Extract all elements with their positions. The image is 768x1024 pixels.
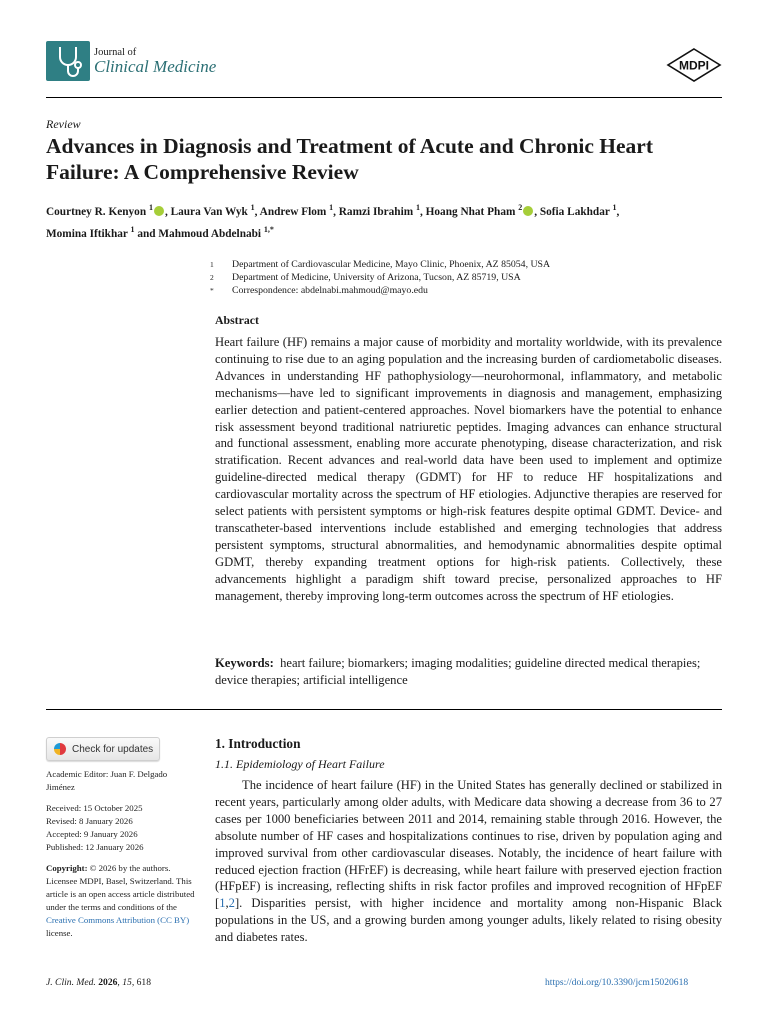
stethoscope-icon: [46, 41, 90, 81]
affiliation-mark: *: [210, 286, 214, 295]
affiliations: [210, 258, 550, 297]
subsection-heading: 1.1. Epidemiology of Heart Failure: [215, 757, 385, 771]
journal-logo: [46, 41, 90, 81]
date-revised: Revised: 8 January 2026: [46, 816, 133, 826]
check-updates-icon: [54, 743, 66, 755]
footer-volume: 15: [122, 977, 132, 988]
affil-sup: 1: [250, 203, 255, 212]
citation-link-1[interactable]: 1: [219, 896, 226, 911]
keywords: [215, 655, 722, 689]
affiliation-mark: 2: [210, 273, 214, 282]
orcid-icon[interactable]: [523, 206, 533, 216]
date-accepted: Accepted: 9 January 2026: [46, 829, 138, 839]
intro-text-b: ]. Disparities persist, with higher incidence and mortality among non-Hispanic Black populations in the US, and a growing burden among younger adults, likely related to rising obesity and diabetes rates.: [215, 896, 722, 945]
correspondence-email[interactable]: Correspondence: abdelnabi.mahmoud@mayo.edu: [232, 285, 428, 296]
author-kenyon[interactable]: Courtney R. Kenyon: [46, 205, 149, 218]
footer-citation: J. Clin. Med. 2026, 15, 618: [46, 977, 151, 988]
author-flom[interactable]: , Andrew Flom: [254, 205, 330, 218]
date-received: Received: 15 October 2025: [46, 803, 143, 813]
orcid-icon[interactable]: [154, 206, 164, 216]
citation-link-2[interactable]: 2: [228, 896, 235, 911]
footer-year: 2026: [98, 977, 118, 988]
affil-sup: 1,*: [263, 224, 274, 234]
author-list: Courtney R. Kenyon $^1$ , Laura Van Wyk $^1$, Andrew Flom $^1$, Ramzi Ibrahim $^1$, Hoang Nhat Pham $^2$ , Sofia Lakhdar $^1$, Momina Iftikhar $^1$ and Mahmoud Abdelnabi $^{1,*}$: [46, 203, 620, 240]
journal-name: Clinical Medicine: [94, 57, 217, 76]
license-suffix: license.: [46, 928, 73, 938]
abstract-text: Heart failure (HF) remains a major cause of morbidity and mortality worldwide, with its prevalence continuing to rise due to an aging population and the increasing burden of cardiometabolic diseases. Advances in understanding HF pathophysiology—neurohormonal, inflammatory, and metabolic mechanisms—have led to significant improvements in diagnosis and management, emphasizing earlier detection and patient-centered approaches. Novel biomarkers have the potential to enhance risk assessment beyond traditional natriuretic peptides. Imaging advances can enhance structural and functional assessment, enabling more accurate phenotyping, disease characterization, and risk stratification. Recent advances and real-world data have been used to implement and optimize guideline-directed medical therapy (GDMT) for HF to reduce HF hospitalizations and cardiovascular mortality across the spectrum of HF etiologies. Adjunctive therapies are reserved for select patients with persistent symptoms or high-risk features despite optimal GDMT. Device- and transcatheter-based interventions include established and emerging technologies that address persistent symptoms, structural abnormalities, and hemodynamic abnormalities despite optimal GDMT, thereby expanding treatment options for high-risk patients. Collectively, these advancements highlight a paradigm shift toward precise, personalized approaches to HF management, thereby improving long-term outcomes across the spectrum of HF etiologies.: [215, 335, 722, 603]
intro-text-a: The incidence of heart failure (HF) in the United States has generally declined or stabilized in recent years, particularly among older adults, with Medicare data showing a decrease from 36 to 27 cases per 1000 beneficiaries between 2011 and 2014, remaining stable through 2016. However, the absolute number of HF cases and hospitalizations continues to rise, driven by population aging and improved survival from other cardiovascular diseases. Notably, the incidence of heart failure with reduced ejection fraction (HFrEF) is decreasing, while heart failure with preserved ejection fraction (HFpEF) is increasing, reflecting shifts in risk factor profiles and improved recognition of HFpEF [: [215, 778, 722, 911]
author-iftikhar[interactable]: Momina Iftikhar: [46, 227, 131, 240]
footer-journal: J. Clin. Med.: [46, 977, 96, 988]
check-for-updates-label: Check for updates: [72, 743, 154, 755]
keywords-text: heart failure; biomarkers; imaging modalities; guideline directed medical therapies; device therapies; artificial intelligence: [215, 656, 701, 687]
affiliation-item: [210, 271, 550, 284]
article-type: Review: [46, 117, 81, 131]
affil-sup: 1: [329, 203, 334, 212]
affiliation-item: [210, 258, 550, 271]
affil-sup: 1: [148, 203, 153, 212]
doi-link[interactable]: https://doi.org/10.3390/jcm15020618: [545, 977, 689, 988]
license-link[interactable]: Creative Commons Attribution (CC BY): [46, 915, 190, 925]
keywords-label: Keywords:: [215, 656, 274, 670]
author-van-wyk[interactable]: , Laura Van Wyk: [164, 205, 251, 218]
copyright-label: Copyright:: [46, 863, 88, 873]
affiliation-item: [210, 284, 550, 297]
academic-editor: Academic Editor: Juan F. Delgado Jiménez: [46, 769, 168, 792]
abstract-rule: [46, 709, 722, 710]
affiliation-text: Department of Medicine, University of Arizona, Tucson, AZ 85719, USA: [232, 272, 521, 283]
journal-prefix: Journal of: [94, 47, 137, 58]
citation-separator: ,: [225, 896, 229, 911]
author-pham[interactable]: , Hoang Nhat Pham: [419, 205, 519, 218]
mdpi-logo-text: MDPI: [679, 58, 709, 73]
copyright-notice: [46, 862, 196, 940]
affiliation-text: Department of Cardiovascular Medicine, Mayo Clinic, Phoenix, AZ 85054, USA: [232, 259, 551, 270]
affil-sup: 2: [518, 203, 523, 212]
affil-sup: 1: [130, 224, 135, 234]
copyright-text: © 2026 by the authors. Licensee MDPI, Basel, Switzerland. This article is an open access article distributed under the terms and conditions of the: [46, 863, 195, 912]
intro-paragraph: [215, 777, 722, 946]
date-published: Published: 12 January 2026: [46, 842, 144, 852]
affil-sup: 1: [415, 203, 420, 212]
section-heading: 1. Introduction: [215, 736, 301, 751]
article-title: Advances in Diagnosis and Treatment of Acute and Chronic Heart Failure: A Comprehensive Review: [46, 134, 654, 184]
abstract-heading: Abstract: [215, 313, 259, 327]
affiliation-mark: 1: [210, 260, 214, 269]
footer-page: , 618: [131, 977, 151, 988]
author-abdelnabi[interactable]: and Mahmoud Abdelnabi: [134, 227, 264, 240]
mdpi-logo: [666, 48, 722, 82]
affil-sup: 1: [612, 203, 617, 212]
check-for-updates-button[interactable]: [46, 737, 160, 761]
article-info-sidebar: [46, 768, 196, 940]
author-lakhdar[interactable]: , Sofia Lakhdar: [534, 205, 613, 218]
header-rule: [46, 97, 722, 98]
author-ibrahim[interactable]: , Ramzi Ibrahim: [333, 205, 416, 218]
